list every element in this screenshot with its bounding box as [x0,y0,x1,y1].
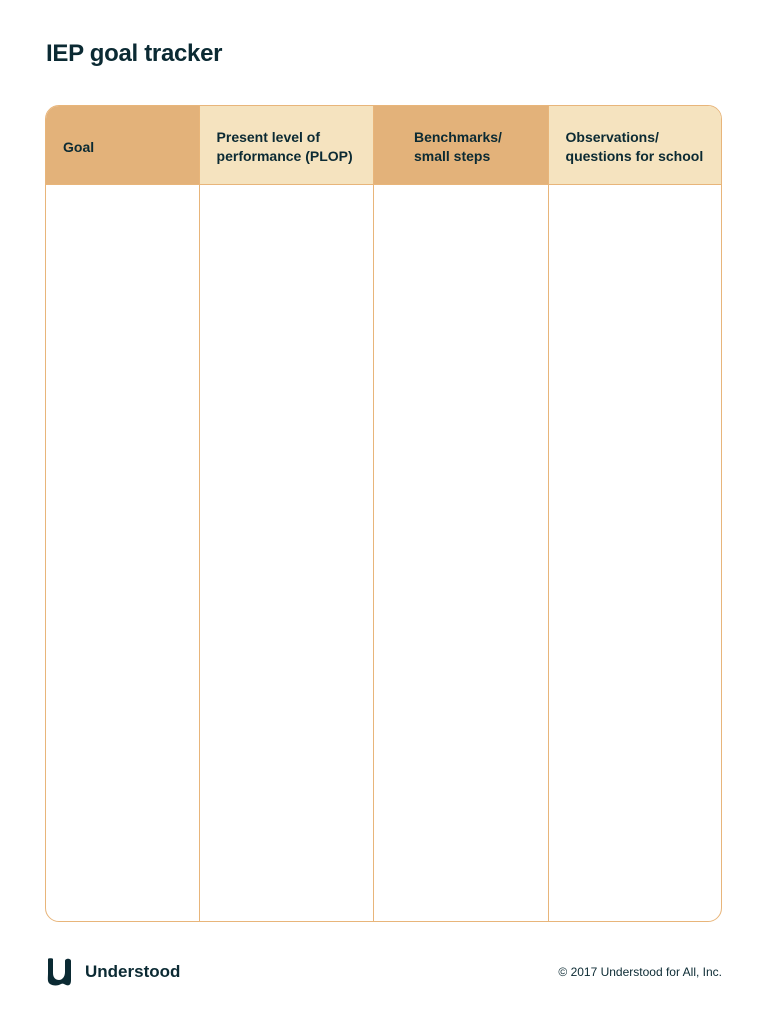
header-goal [46,106,200,185]
header-observations-line2: questions for school [565,148,704,164]
header-benchmarks-line2: small steps [413,148,491,164]
header-goal-text: Goal [63,139,95,155]
goal-tracker-table [45,105,722,922]
header-present-level-line2: performance (PLOP) [216,148,353,164]
goal-entry-cell[interactable] [46,185,200,921]
brand-name: Understood [85,962,181,981]
header-observations [549,106,721,185]
header-observations-line1: Observations/ [565,129,659,145]
header-present-level [200,106,374,185]
brand-logo [45,957,180,987]
header-present-level-line1: Present level of [216,129,321,145]
present-level-entry-cell[interactable] [200,185,374,921]
observations-entry-cell[interactable] [549,185,721,921]
understood-u-logo-icon [45,957,75,987]
page-title: IEP goal tracker [46,40,223,67]
copyright-notice: © 2017 Understood for All, Inc. [558,965,722,979]
benchmarks-entry-cell[interactable] [374,185,548,921]
header-benchmarks-line1: Benchmarks/ [413,129,502,145]
table-body-row [46,185,721,921]
table-header-row [46,106,721,185]
header-benchmarks [374,106,549,185]
